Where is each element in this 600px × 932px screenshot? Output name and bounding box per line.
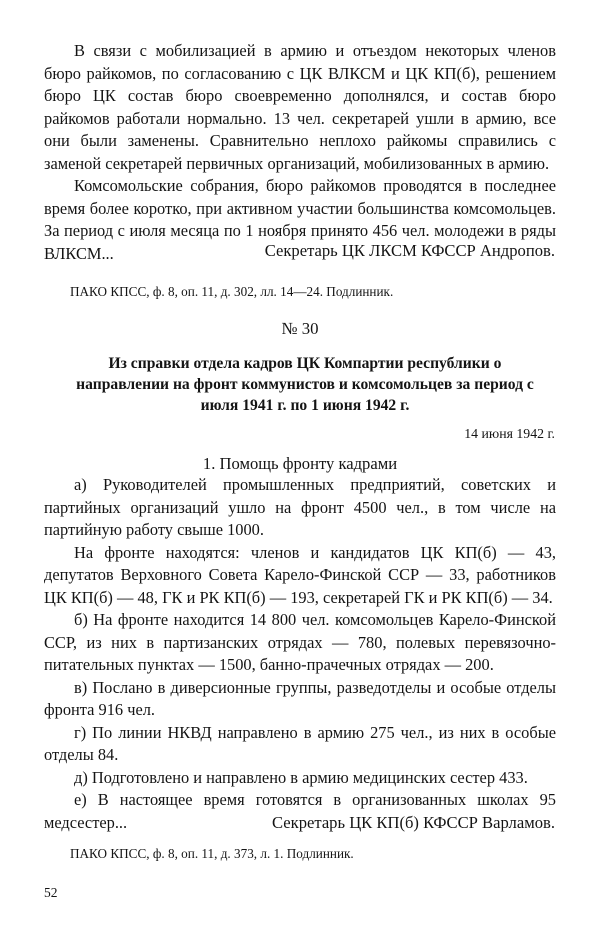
document-number: № 30 [281,319,319,338]
signature-andropov: Секретарь ЦК ЛКСМ КФССР Андропов. [264,241,555,260]
paragraph: б) На фронте находится 14 800 чел. комсомольцев Карело-Финской ССР, из них в партизанских отрядах — 780, полевых перевязочно-питательных пунктах — 1500, банно-прачечных отрядах — 200. [44,610,556,674]
archive-source-2: ПАКО КПСС, ф. 8, оп. 11, д. 373, л. 1. Подлинник. [70,846,354,861]
document-body [44,474,556,834]
signature-varlamov: Секретарь ЦК КП(б) КФССР Варламов. [272,813,555,832]
paragraph: е) В настоящее время готовятся в организованных школах 95 медсестер... [44,790,556,832]
page-number: 52 [44,885,58,900]
document-date: 14 июня 1942 г. [464,426,555,441]
paragraph: в) Послано в диверсионные группы, разведотделы и особые отделы фронта 916 чел. [44,677,556,719]
paragraph: а) Руководителей промышленных предприятий, советских и партийных организаций ушло на фронт 4500 чел., в том числе на партийную работу свыше 1000. [44,475,556,539]
paragraph: г) По линии НКВД направлено в армию 275 чел., из них в особые отделы 84. [44,722,556,764]
archive-source-1: ПАКО КПСС, ф. 8, оп. 11, д. 302, лл. 14—24. Подлинник. [70,284,394,299]
paragraph: Комсомольские собрания, бюро райкомов проводятся в последнее время более коротко, при активном участии большинства комсомольцев. За период с июля месяца по 1 ноября принято 456 чел. молодежи в ряды ВЛКСМ... [44,176,556,263]
intro-text [44,40,556,265]
document-title: Из справки отдела кадров ЦК Компартии республики о направлении на фронт коммунистов и комсомольцев за период с июля 1941 г. по 1 июня 1942 г. [76,355,534,414]
paragraph: На фронте находятся: членов и кандидатов ЦК КП(б) — 43, депутатов Верховного Совета Карело-Финской ССР — 33, работников ЦК КП(б) — 48, ГК и РК КП(б) — 193, секретарей ГК и РК КП(б) — 34. [44,542,556,607]
paragraph: д) Подготовлено и направлено в армию медицинских сестер 433. [74,767,528,787]
paragraph: В связи с мобилизацией в армию и отъездом некоторых членов бюро райкомов, по согласованию с ЦК ВЛКСМ и ЦК КП(б), решением бюро ЦК состав бюро своевременно дополнялся, и состав бюро райкомов работали нормально. 13 чел. секретарей ушли в армию, все они были заменены. Сравнительно неплохо райкомы справились с заменой секретарей первичных организаций, мобилизованных в армию. [44,41,556,173]
section-heading: 1. Помощь фронту кадрами [202,454,398,473]
